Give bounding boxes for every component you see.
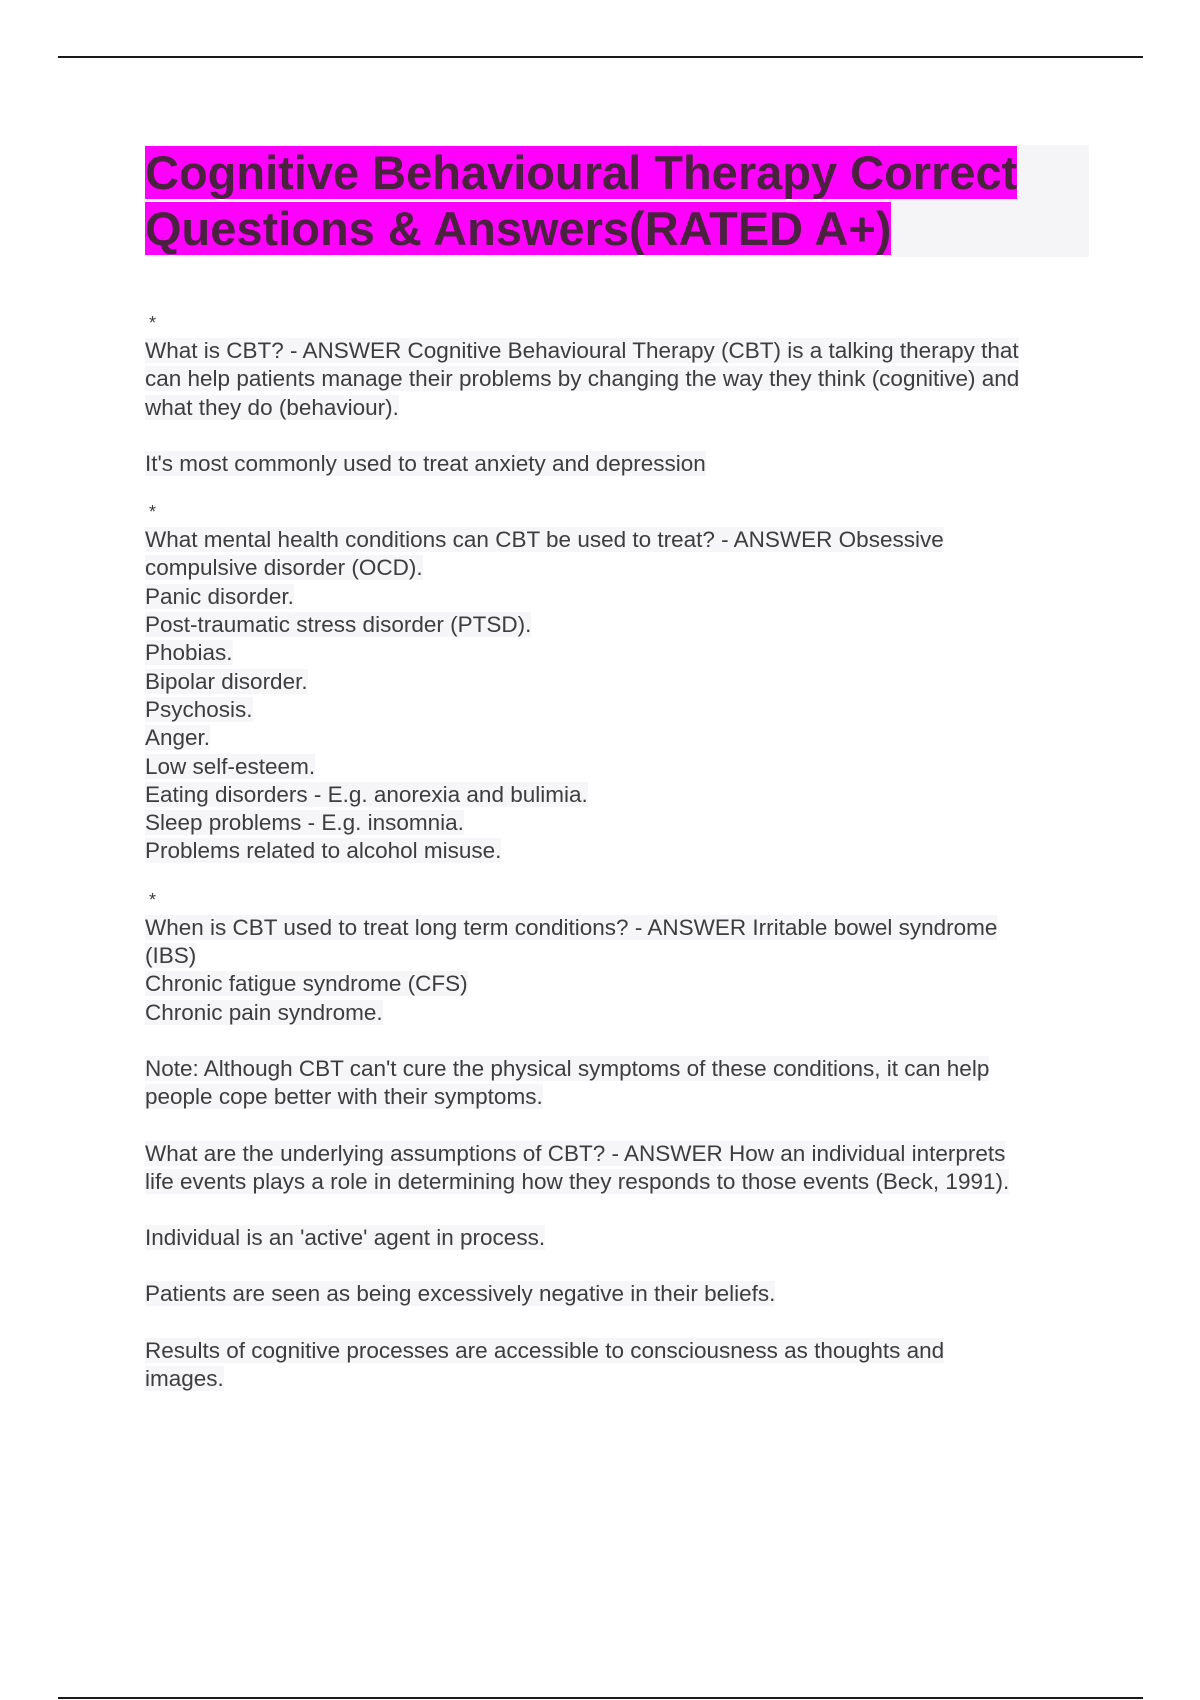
q1-note-text: It's most commonly used to treat anxiety and depression [145,450,706,476]
q2-line: Sleep problems - E.g. insomnia. [145,810,464,836]
bullet-star: * [149,502,157,523]
q1-line: can help patients manage their problems by changing the way they think (cognitive) and [145,366,1020,392]
qa-q4 [145,1140,1089,1197]
q2-line: Anger. [145,725,211,751]
q4-extra-3 [145,1337,1089,1394]
q3-note [145,1055,1089,1112]
q1-note [145,450,1089,478]
title-line-2: Questions & Answers(RATED A+) [145,202,892,255]
bullet-star: * [149,313,157,333]
q2-line: What mental health conditions can CBT be used to treat? - ANSWER Obsessive [145,527,944,553]
q2-line: Psychosis. [145,696,253,722]
q4-line: What are the underlying assumptions of CBT? - ANSWER How an individual interprets [145,1140,1006,1166]
q2-line: Bipolar disorder. [145,668,308,694]
q4-extra-2 [145,1280,1089,1308]
bullet-star: * [149,889,157,910]
q4-extra-1-text: Individual is an 'active' agent in process. [145,1225,546,1251]
q2-line: Panic disorder. [145,583,294,609]
title-line-1: Cognitive Behavioural Therapy Correct [145,146,1018,199]
q3-line: Chronic fatigue syndrome (CFS) [145,971,468,997]
q2-line: compulsive disorder (OCD). [145,555,423,581]
title-block [145,145,1089,257]
document-body [145,145,1089,1393]
q3-line: When is CBT used to treat long term conditions? - ANSWER Irritable bowel syndrome [145,914,998,940]
q1-line: What is CBT? - ANSWER Cognitive Behavioural Therapy (CBT) is a talking therapy that [145,338,1019,363]
document-title [145,145,1089,257]
q3-note-line: people cope better with their symptoms. [145,1084,543,1110]
q2-line: Eating disorders - E.g. anorexia and bulimia. [145,781,588,807]
qa-q1 [145,337,1089,422]
q4-extra-3-line: Results of cognitive processes are accessible to consciousness as thoughts and [145,1337,945,1363]
q3-note-line: Note: Although CBT can't cure the physical symptoms of these conditions, it can help [145,1055,990,1081]
bottom-rule [58,1697,1143,1699]
q3-line: Chronic pain syndrome. [145,999,383,1025]
qa-q3 [145,914,1089,1027]
q4-extra-1 [145,1224,1089,1252]
q1-line: what they do (behaviour). [145,394,399,420]
qa-q2 [145,526,1089,866]
q3-line: (IBS) [145,943,197,969]
q2-line: Post-traumatic stress disorder (PTSD). [145,612,532,638]
q4-extra-3-line: images. [145,1366,224,1392]
q4-line: life events plays a role in determining how they responds to those events (Beck, 1991). [145,1168,1010,1194]
q2-line: Phobias. [145,640,233,666]
q2-line: Problems related to alcohol misuse. [145,838,502,864]
q4-extra-2-text: Patients are seen as being excessively negative in their beliefs. [145,1281,776,1307]
top-rule [58,56,1143,58]
q2-line: Low self-esteem. [145,753,316,779]
